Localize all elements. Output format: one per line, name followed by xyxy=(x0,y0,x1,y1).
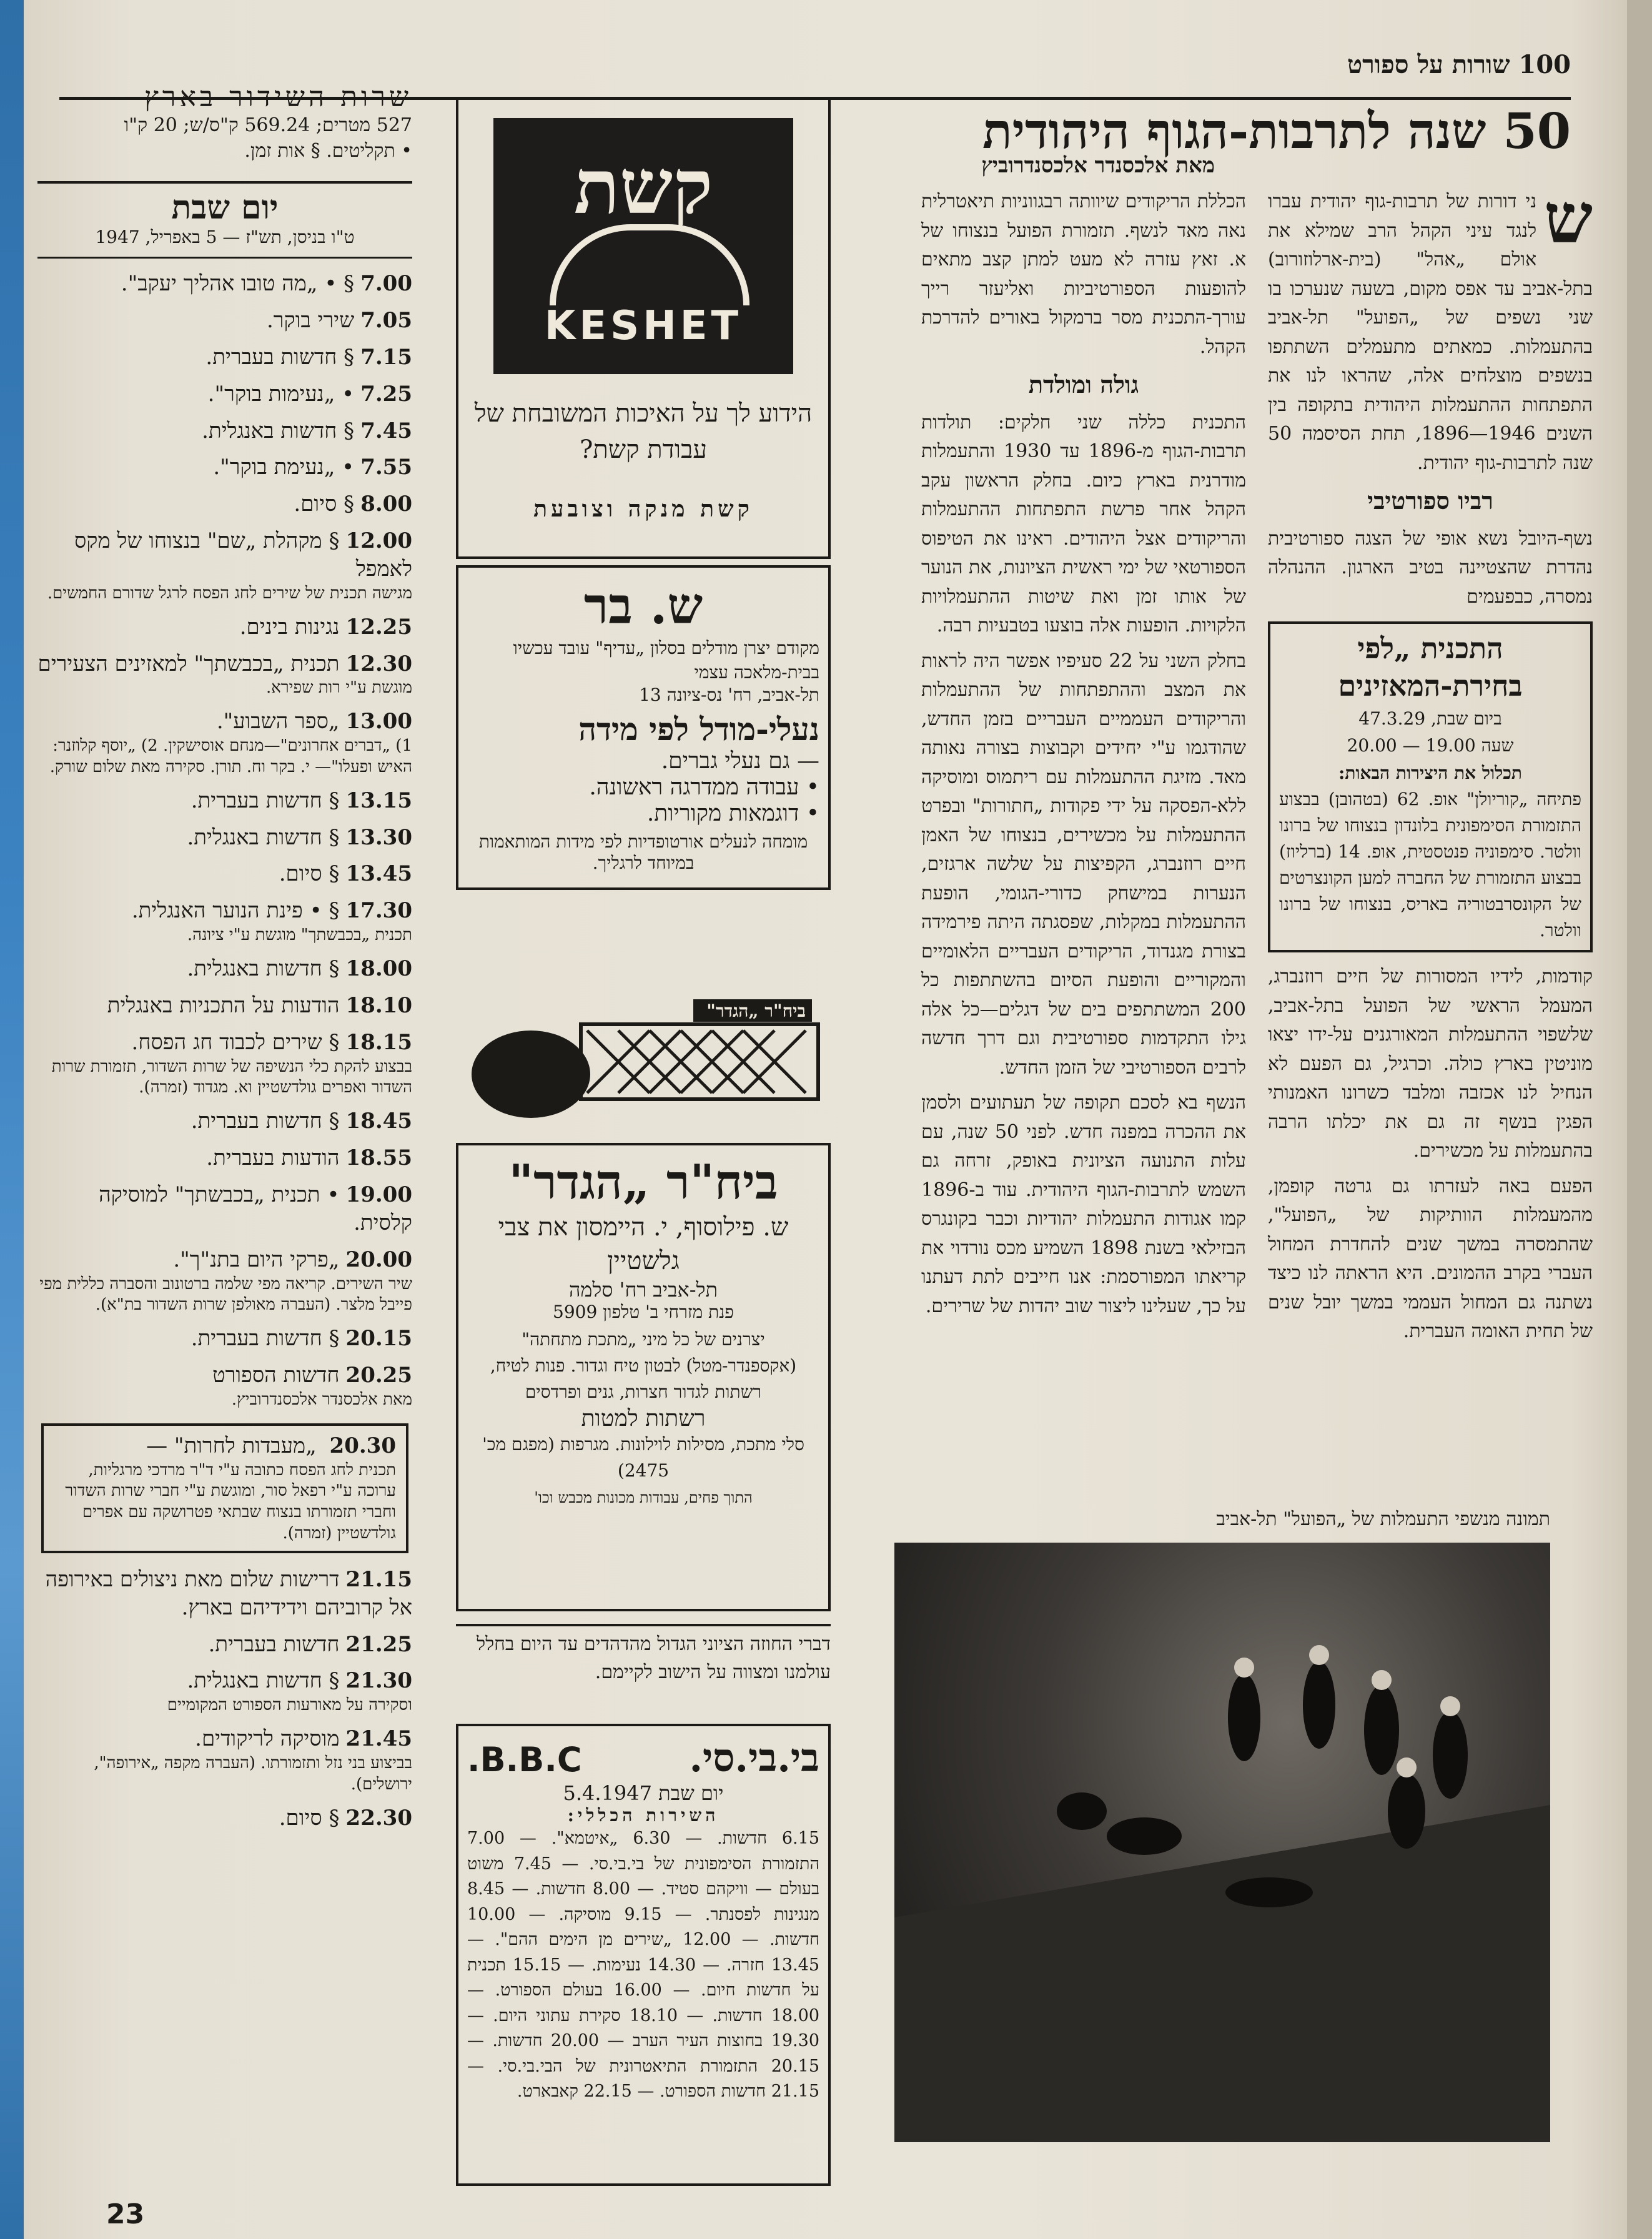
radio-program-item xyxy=(37,307,412,335)
program-time: 20.15 xyxy=(345,1326,412,1352)
bar-sub: — גם נעלי גברים. xyxy=(661,748,819,774)
bbc-day: יום שבת 5.4.1947 xyxy=(563,1781,724,1805)
hagader-products-2: סלי מתכת, מסילות לוילונות. מגרפות (מפגם מכ' 2475) xyxy=(482,1434,804,1481)
photo-caption: תמונה מנשפי התעמלות של „הפועל" תל-אביב xyxy=(1216,1508,1550,1530)
program-time: 20.30 xyxy=(329,1433,396,1458)
radio-day: יום שבת xyxy=(37,181,412,227)
program-note: מגישה תכנית של שירים לחג הפסח לרגל שדורם החמשים. xyxy=(47,583,412,603)
program-time: 19.00 xyxy=(345,1182,412,1207)
radio-program-item xyxy=(37,1246,412,1316)
radio-program-item xyxy=(37,490,412,518)
program-time: 7.45 xyxy=(360,418,412,443)
hagader-owners: ש. פילוסוף, י. היימסון את צבי גלשטיין xyxy=(498,1213,789,1275)
hagader-nets: רשתות למטות xyxy=(581,1406,706,1431)
program-title: דרישות שלום מאת ניצולים באירופה אל קרוביהם וידידיהם בארץ. xyxy=(45,1566,412,1620)
bar-shoes-ad xyxy=(456,565,831,890)
program-time: 18.15 xyxy=(345,1029,412,1055)
article-subhead: גולה ומולדת xyxy=(1028,370,1139,398)
radio-program-item xyxy=(37,1181,412,1237)
radio-program-item xyxy=(37,527,412,605)
program-note: וסקירה על מאורעות הספורט המקומיים xyxy=(167,1696,412,1715)
article-paragraph: התכנית כללה שני חלקים: תולדות תרבות-הגוף מ-1896 עד 1930 והתעמלות מודרנית בארץ כיום. בחלק הראשון עקב הקהל אחר פרשת התפתחות ההתעמלות והריקודים אצל היהודים. ראינו את הטיפוס הספורטאי של ימי ראשית הציונות, את הנוער של אותו זמן ואת שיטות ההתעמלויות הלקויות. הופעות אלה בוצעו בטבעיות רבה. xyxy=(921,411,1247,637)
radio-program-item xyxy=(37,860,412,888)
article-byline: מאת אלכסנדר אלכסנדרוביץ xyxy=(981,153,1215,178)
program-time: 7.00 xyxy=(360,271,412,296)
radio-program-list-2 xyxy=(37,1566,412,1832)
radio-schedule xyxy=(37,81,412,1841)
radio-program-item xyxy=(37,380,412,408)
radio-program-item xyxy=(37,650,412,699)
box-hour: שעה 19.00 — 20.00 xyxy=(1347,735,1514,756)
radio-program-item xyxy=(37,270,412,298)
program-title: תכנית „בכבשתך" למאזינים הצעירים xyxy=(37,651,340,676)
program-note: תכנית לחג הפסח כתובה ע"י ד"ר מרדכי מרגליות, ערוכה ע"י רפאל סור, ומוגשת ע"י חברי שרות השדור וחברי תזמורתו בנצוח שבתאי פטרושקה עם אפרים גולדשטיין (זמרה). xyxy=(65,1460,396,1543)
hagader-title: ביח"ר „הגדר" xyxy=(508,1154,778,1210)
program-title: § חדשות בעברית. xyxy=(190,1109,340,1134)
page-number: 23 xyxy=(106,2198,145,2230)
article-paragraph: קודמות, לידיו המסורות של חיים רוזנברג, המעמל הראשי של הפועל בתל-אביב, שלשפוי ההתעמלות המאורגנים על-ידו יצאו מוניטין בארץ כולה. וכרגיל, גם הפעם לא הנחיל לנו אכזבה ומלבד כשרונו האמנותי הפגין בנשף זה גם את יכלתו הרבה בהתעמלות על מכשירים. xyxy=(1268,966,1593,1162)
program-title: „ספר השבוע". xyxy=(216,709,340,734)
article-paragraph: ני דורות של תרבות-גוף יהודית עברו לנגד עיני הקהל הרב שמילא את אולם „אהל" (בית-ארלוזורוב) בתל-אביב עד אפס מקום, בשעה שנערכו בו שני נשפים של „הפועל" תל-אביב בהתעמלות. כמאתים מתעמלים השתתפו בנשפים מוצלחים אלה, שהראו לנו את התפתחות ההתעמלות היהודית בתקופה בין השנים 1946—1896, תחת הסיסמה 50 שנה לתרבות-גוף יהודית. xyxy=(1268,190,1593,474)
article-paragraph: הכללת הריקודים שיוותה רבגווניות תיאטרלית נאה מאד לנשף. תזמורת הפועל בנצוחו של א. זאץ עזרה לא מעט למתן קצב מתאים להופעות הספורטיביות ואליעזר רייך עורך-התכנית מסר ברמקול באורים להדרכת הקהל. xyxy=(921,190,1246,358)
keshet-logo-hebrew: קשת xyxy=(573,143,713,231)
program-title: • „נעימת בוקר". xyxy=(213,455,355,480)
box-body: פתיחה „קוריולן" אופ. 62 (בטהובן) בבצוע התזמורת הסימפונית בלונדון בנצוחו של ברונו וולטר. סימפוניה פנטסטית, אופ. 14 (ברליוז) בבצוע התזמורת של החברה למען הקונצרטים של הקונסרבטוריה באריס, בנצוחו של ברונו וולטר. xyxy=(1279,789,1582,941)
program-time: 20.00 xyxy=(345,1247,412,1272)
program-title: • תכנית „בכבשתך" למוסיקה קלסית. xyxy=(99,1182,412,1235)
radio-program-item xyxy=(37,955,412,983)
hagader-address: תל-אביב רח' סלמה xyxy=(568,1278,718,1302)
program-title: § חדשות באנגלית. xyxy=(187,1668,340,1694)
program-title: § חדשות בעברית. xyxy=(190,788,340,813)
program-title: § • „מה טובו אהליך יעקב". xyxy=(121,271,355,296)
program-time: 12.25 xyxy=(345,614,412,640)
keshet-logo xyxy=(493,118,793,374)
program-time: 20.25 xyxy=(345,1363,412,1388)
program-note: בביצוע בני נזל ותזמורתו. (העברה מקפה „אירופה", ירושלים). xyxy=(94,1753,412,1794)
program-title: § חדשות בעברית. xyxy=(205,344,355,370)
program-time: 18.10 xyxy=(345,992,412,1018)
radio-program-item xyxy=(37,1566,412,1622)
radio-program-item xyxy=(37,824,412,852)
bar-address: תל-אביב, רח' נס-ציונה 13 xyxy=(639,685,819,706)
program-title: § חדשות באנגלית. xyxy=(187,956,340,981)
program-note: שיר השירים. קריאה מפי שלמה ברטונוב והסברה כללית מפי פייבל מלצר. (העברה מאולפן שרות השדור בת"א). xyxy=(39,1274,412,1315)
program-title: § שירים לכבוד חג הפסח. xyxy=(131,1029,340,1055)
program-title: § מקהלת „שם" בנצוחו של מקס לאמפל xyxy=(74,528,412,581)
program-time: 13.45 xyxy=(345,861,412,887)
gymnastics-photo xyxy=(894,1543,1550,2142)
hagader-footer: התוך פחים, עבודות מכונות מכבש וכו' xyxy=(534,1489,753,1506)
radio-program-item xyxy=(37,1631,412,1659)
article-column-2 xyxy=(921,187,1246,1321)
program-time: 18.45 xyxy=(345,1109,412,1134)
program-title: „פרקי היום בתנ"ך". xyxy=(173,1247,340,1272)
program-time: 13.15 xyxy=(345,788,412,813)
radio-legend: • תקליטים. § אות זמן. xyxy=(244,139,412,162)
program-title: § • פינת הנוער האנגלית. xyxy=(131,898,340,924)
program-time: 21.30 xyxy=(345,1668,412,1694)
program-time: 13.00 xyxy=(345,709,412,734)
hagader-logo xyxy=(456,987,831,1124)
program-time: 7.25 xyxy=(360,381,412,407)
program-title: נגינות בינים. xyxy=(239,614,340,640)
program-time: 21.15 xyxy=(345,1566,412,1592)
bar-bullet-1: • עבודה ממדרגה ראשונה. xyxy=(589,774,819,801)
rainbow-arc-icon xyxy=(550,224,749,305)
bbc-schedule xyxy=(456,1724,831,2186)
radio-program-item xyxy=(37,708,412,778)
keshet-logo-latin: KESHET xyxy=(544,303,743,349)
radio-program-item xyxy=(37,1325,412,1353)
radio-program-item xyxy=(37,453,412,482)
program-title: חדשות בעברית. xyxy=(208,1631,340,1657)
program-title: הודעות על התכניות באנגלית xyxy=(107,992,340,1018)
radio-title: שרות השידור בארץ xyxy=(144,81,412,113)
listeners-choice-box xyxy=(1268,621,1593,952)
program-time: 18.55 xyxy=(345,1145,412,1171)
box-title: התכנית „לפי בחירת-המאזינים xyxy=(1338,631,1523,703)
program-note: מוגשת ע"י רות שפירא. xyxy=(266,678,412,698)
keshet-text: הידוע לך על האיכות המשובחת של עבודת קשת? xyxy=(474,399,813,464)
program-time: 8.00 xyxy=(360,492,412,517)
bbc-body: 6.15 חדשות. — 6.30 „איטמא". — 7.00 התזמורת הסימפונית של בי.בי.סי. — 7.45 משוט בעולם — וויקהם סטיד. — 8.00 חדשות. — 8.45 מנגינות לפסנתר. — 9.15 מוסיקה. — 10.00 חדשות. — 12.00 „שירים מן הימים ההם". — 13.45 חזרה. — 14.30 נעימות. — 15.15 תכנית על חדשות חיום. — 16.00 בעולם הספורט. — 18.00 חדשות. — 18.10 סקירת עתוני היום. — 19.30 בחוצות העיר הערב — 20.00 חדשות. — 20.15 התזמורת התיאטרונית של הבי.בי.סי. — 21.15 חדשות הספורט. — 22.15 קאבארט. xyxy=(467,1829,819,2101)
radio-program-item xyxy=(37,1144,412,1172)
bbc-service: השירות הכללי: xyxy=(567,1805,720,1826)
hagader-logo-text: ביח"ר „הגדר" xyxy=(706,1001,806,1021)
bar-note: מומחה לנעלים אורטופדיות לפי מידות המותאמות במיוחד לרגליך. xyxy=(478,831,808,874)
program-title: § סיום. xyxy=(279,861,340,887)
program-title: שירי בוקר. xyxy=(266,307,355,333)
bbc-title-latin: B.B.C. xyxy=(467,1740,582,1779)
program-time: 18.00 xyxy=(345,956,412,981)
program-title: § חדשות בעברית. xyxy=(190,1326,340,1352)
program-title: חדשות הספורט xyxy=(212,1363,340,1388)
program-time: 7.15 xyxy=(360,344,412,370)
radio-boxed-program xyxy=(41,1423,408,1553)
program-time: 7.05 xyxy=(360,307,412,333)
program-time: 17.30 xyxy=(345,898,412,924)
program-time: 13.30 xyxy=(345,824,412,850)
program-note: מאת אלכסנדר אלכסנדרוביץ. xyxy=(231,1390,412,1409)
bar-intro: מקודם יצרן מודלים בסלון „עדיף" עובד עכשיו בבית-מלאכה עצמי xyxy=(513,638,819,683)
radio-program-item xyxy=(37,992,412,1020)
radio-program-item xyxy=(37,1725,412,1795)
radio-program-item xyxy=(37,344,412,372)
radio-program-item xyxy=(37,787,412,815)
bar-bullet-2: • דוגמאות מקוריות. xyxy=(646,801,819,827)
adjacent-page-edge xyxy=(0,0,24,2239)
bar-title: ש. בר xyxy=(583,576,703,635)
program-title: „מעבדות לחרות" — xyxy=(146,1433,317,1458)
radio-program-item xyxy=(37,1804,412,1832)
program-title: • „נעימות בוקר". xyxy=(207,381,355,407)
hagader-products: יצרנים של כל מיני „מתכת מתחתה" (אקספנדר-מטל) לבטון טיח וגדור. פנות לטיח, רשתות לגדור חצרות, גנים ופרדסים xyxy=(490,1329,797,1402)
keshet-ad xyxy=(456,97,831,559)
radio-program-item xyxy=(37,1362,412,1411)
program-title: § סיום. xyxy=(279,1805,340,1831)
program-note: תכנית „בכבשתך" מוגשת ע"י ציונה. xyxy=(187,926,412,945)
keshet-tagline: קשת מנקה וצובעת xyxy=(533,496,753,522)
dropcap: ש xyxy=(1544,178,1593,259)
program-note: 1) „דברים אחרונים"—מנחם אוסישקין. 2) „יוסף קלוזנר: האיש ופעלו"— י. בקר וח. תורן. סקירה מאת שלום שורק. xyxy=(49,736,412,776)
program-title: § סיום. xyxy=(294,492,355,517)
radio-program-item xyxy=(37,1667,412,1716)
program-time: 21.45 xyxy=(345,1726,412,1752)
bbc-title-hebrew: בי.בי.סי. xyxy=(689,1735,819,1781)
program-time: 21.25 xyxy=(345,1631,412,1657)
radio-program-item xyxy=(37,1107,412,1135)
article-paragraph: נשף-היובל נשא אופי של הצגה ספורטיבית נהדרת שהצטיינה בטיב הארגון. ההנהלה נמסרה, כבפעמים xyxy=(1268,527,1593,608)
program-title: § חדשות באנגלית. xyxy=(202,418,355,443)
radio-frequency: 527 מטרים; 569.24 ק"ס/ש; 20 ק"ו xyxy=(124,114,412,136)
box-date: ביום שבת, 47.3.29 xyxy=(1358,708,1502,729)
program-title: § חדשות באנגלית. xyxy=(187,824,340,850)
bar-headline: נעלי-מודל לפי מידה xyxy=(578,711,819,748)
box-lead: תכלול את היצירות הבאות: xyxy=(1338,762,1523,783)
article-headline: 50 שנה לתרבות-הגוף היהודית xyxy=(982,103,1571,160)
program-time: 12.30 xyxy=(345,651,412,676)
radio-program-item xyxy=(37,1029,412,1099)
program-title: מוסיקה לריקודים. xyxy=(195,1726,340,1752)
nordau-quote: דברי החוזה הציוני הגדול מהדהדים עד היום בחלל עולמנו ומצווה על הישוב לקיימם. xyxy=(456,1624,831,1686)
program-time: 7.55 xyxy=(360,455,412,480)
hagader-ad xyxy=(456,1143,831,1611)
radio-program-item xyxy=(37,417,412,445)
article-paragraph: הנשף בא לסכם תקופה של תעתועים ולסמן את ההכרה במפנה חדש. לפני 50 שנה, עם עלות התנועה הציונית באופק, זרחה גם השמש לתרבות-הגוף היהודית. עוד ב-1896 קמו אגודות התעמלות יהודיות וכבר בקונגרס הבזילאי בשנת 1898 השמיע מכס נורדוי את קריאתו המפורסמת: אנו חייבים לתת דעתנו על כך, שעלינו ליצור שוב יהדות של שרירים. xyxy=(921,1092,1247,1317)
article-paragraph: הפעם באה לעזרתו גם גרטה קופמן, מהמעמלות הוותיקות של „הפועל", שהתמסרה במשך שנים להחדרת המחול העברי בקרב ההמונים. היא הראתה לנו כיצד נשתנה גם המחול העממי במשך יובל שנים של תחית האומה העברית. xyxy=(1268,1175,1593,1343)
section-header: 100 שורות על ספורט xyxy=(1347,50,1571,79)
dancers-image xyxy=(894,1543,1550,2142)
program-title: הודעות בעברית. xyxy=(206,1145,340,1171)
radio-date: ט"ו בניסן, תש"ז — 5 באפריל, 1947 xyxy=(37,227,412,259)
program-time: 12.00 xyxy=(345,528,412,554)
program-time: 22.30 xyxy=(345,1805,412,1831)
radio-program-item xyxy=(37,897,412,946)
article-subhead: רביו ספורטיבי xyxy=(1367,487,1493,515)
radio-program-item xyxy=(37,613,412,641)
program-note: בבצוע להקת כלי הנשיפה של שרות השדור, תזמורת שרות השדור ואפרים גולדשטיין וא. מגדוד (זמרה). xyxy=(51,1057,412,1097)
article-column-1 xyxy=(1268,178,1593,1347)
hagader-phone: פנת מזרחי ב' טלפון 5909 xyxy=(553,1302,734,1322)
binding-shadow xyxy=(1627,0,1652,2239)
article-paragraph: בחלק השני על 22 סעיפיו אפשר היה לראות את המצב וההתפתחות של ההתעמלות והריקודים העממיים העבריים בזמן החדש, שהודגמו ע"י יחידים וקבוצות בצורה נאותה מאד. מזיגת ההתעמלות עם ריתמוס ומוסיקה ללא-הפסקה על ידי פקודות „חתורות" ובפרט ההתעמלות על מכשירים, בנצוחו של האמן חיים רוזנברג, הקפיצות על שלשה ארגזים, הנערות במישחק כדורי-הגומי, הופעת ההתעמלות במקלות, שפסגתה היתה פירמידה בצורת מגנדוד, הריקודים העבריים הלאומיים והמקוריים והופעת הסיום בהשתתפות כל 200 המשתתפים בים של דגלים—כל אלה גילו התקדמות ספורטיבית וגם דרך חדשה לרבים הספורטיבי של הזמן החדש. xyxy=(921,650,1246,1079)
radio-program-list xyxy=(37,270,412,1411)
